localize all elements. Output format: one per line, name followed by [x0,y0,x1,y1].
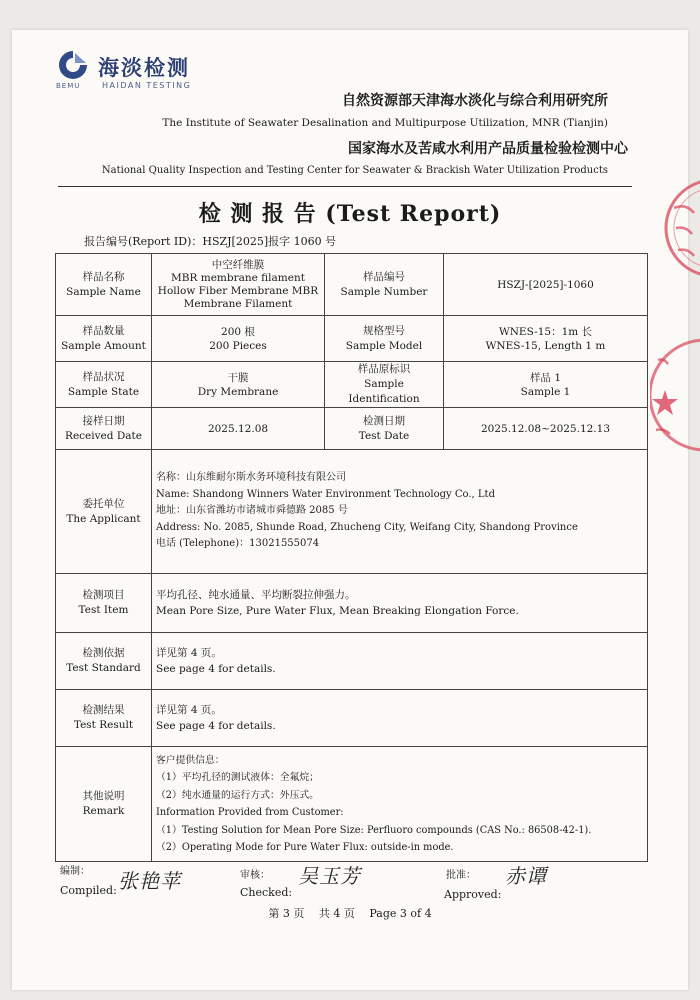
center-name-cn: 国家海水及苦咸水利用产品质量检验检测中心 [348,141,628,157]
logo-abbrev: BEMU [56,82,81,90]
table-row [56,316,648,362]
remark-label: 其他说明 Remark [56,747,152,862]
table-row [56,408,648,450]
checked-label-cn: 审核： [240,870,270,881]
test-result-value: 详见第 4 页。 See page 4 for details. [152,690,648,747]
sample-amount-value: 200 根 200 Pieces [152,316,325,362]
applicant-address-en: Address: No. 2085, Shunde Road, Zhucheng City, Weifang City, Shandong Province [156,521,578,533]
sample-model-label: 规格型号 Sample Model [325,316,444,362]
test-standard-value: 详见第 4 页。 See page 4 for details. [152,633,648,690]
sample-state-value: 干膜 Dry Membrane [152,362,325,408]
applicant-telephone: 电话 (Telephone)：13021555074 [156,538,320,550]
inspection-seal-icon [650,330,700,460]
sample-state-label: 样品状况 Sample State [56,362,152,408]
logo-name-en: HAIDAN TESTING [102,81,192,90]
table-row [56,254,648,316]
checked-label-en: Checked: [240,886,293,899]
applicant-label: 委托单位 The Applicant [56,450,152,574]
received-date-label: 接样日期 Received Date [56,408,152,450]
official-seal-icon [664,168,700,298]
compiled-label-cn: 编制： [60,866,90,877]
test-date-label: 检测日期 Test Date [325,408,444,450]
compiled-signature: 张艳苹 [118,869,181,893]
checked-signature: 吴玉芳 [298,864,361,888]
report-id: 报告编号(Report ID)：HSZJ[2025]报字 1060 号 [84,235,337,248]
test-item-label: 检测项目 Test Item [56,574,152,633]
table-row [56,690,648,747]
center-name-en: National Quality Inspection and Testing Center for Seawater & Brackish Water Utilization Products [101,165,608,176]
test-date-value: 2025.12.08~2025.12.13 [444,408,648,450]
approved-signature: 赤谭 [505,864,547,888]
logo-name-cn: 海淡检测 [98,56,190,80]
test-result-label: 检测结果 Test Result [56,690,152,747]
compiled-label-en: Compiled: [60,884,117,897]
table-row [56,574,648,633]
sample-identification-label: 样品原标识 Sample Identification [325,362,444,408]
applicant-details [152,450,648,574]
approved-label-en: Approved: [444,888,502,901]
received-date-value: 2025.12.08 [152,408,325,450]
report-title: 检 测 报 告 (Test Report) [198,201,502,227]
institute-name-cn: 自然资源部天津海水淡化与综合利用研究所 [342,93,608,109]
sample-name-value: 中空纤维膜 MBR membrane filament Hollow Fiber Membrane MBR Membrane Filament [152,254,325,316]
test-item-value: 平均孔径、纯水通量、平均断裂拉伸强力。 Mean Pore Size, Pure Water Flux, Mean Breaking Elongation Force. [152,574,648,633]
sample-identification-value: 样品 1 Sample 1 [444,362,648,408]
applicant-name-cn: 名称：山东维耐尔斯水务环境科技有限公司 [156,472,346,484]
sample-number-label: 样品编号 Sample Number [325,254,444,316]
applicant-address-cn: 地址：山东省潍坊市诸城市舜德路 2085 号 [156,505,348,517]
applicant-name-en: Name: Shandong Winners Water Environment Technology Co., Ltd [156,488,495,500]
sample-name-label: 样品名称 Sample Name [56,254,152,316]
remark-value: 客户提供信息： （1）平均孔径的测试液体：全氟烷； （2）纯水通量的运行方式：外压式。 Information Provided from Customer: （1）Testing Solution for Mean Pore Size: Perfluoro compounds (CAS No.: 86508-42-1). （2）Operating Mode for Pure Water Flux: outside-in mode. [152,747,648,862]
table-row [56,633,648,690]
header-divider [58,186,632,187]
sample-amount-label: 样品数量 Sample Amount [56,316,152,362]
report-info-table [55,253,648,862]
table-row [56,747,648,862]
institute-name-en: The Institute of Seawater Desalination and Multipurpose Utilization, MNR (Tianjin) [162,117,608,129]
approved-label-cn: 批准： [446,870,476,881]
sample-number-value: HSZJ-[2025]-1060 [444,254,648,316]
test-standard-label: 检测依据 Test Standard [56,633,152,690]
table-row [56,362,648,408]
haidan-logo-icon [58,50,88,80]
sample-model-value: WNES-15：1m 长 WNES-15, Length 1 m [444,316,648,362]
table-row [56,450,648,574]
page-number: 第 3 页 共 4 页 Page 3 of 4 [268,907,432,920]
